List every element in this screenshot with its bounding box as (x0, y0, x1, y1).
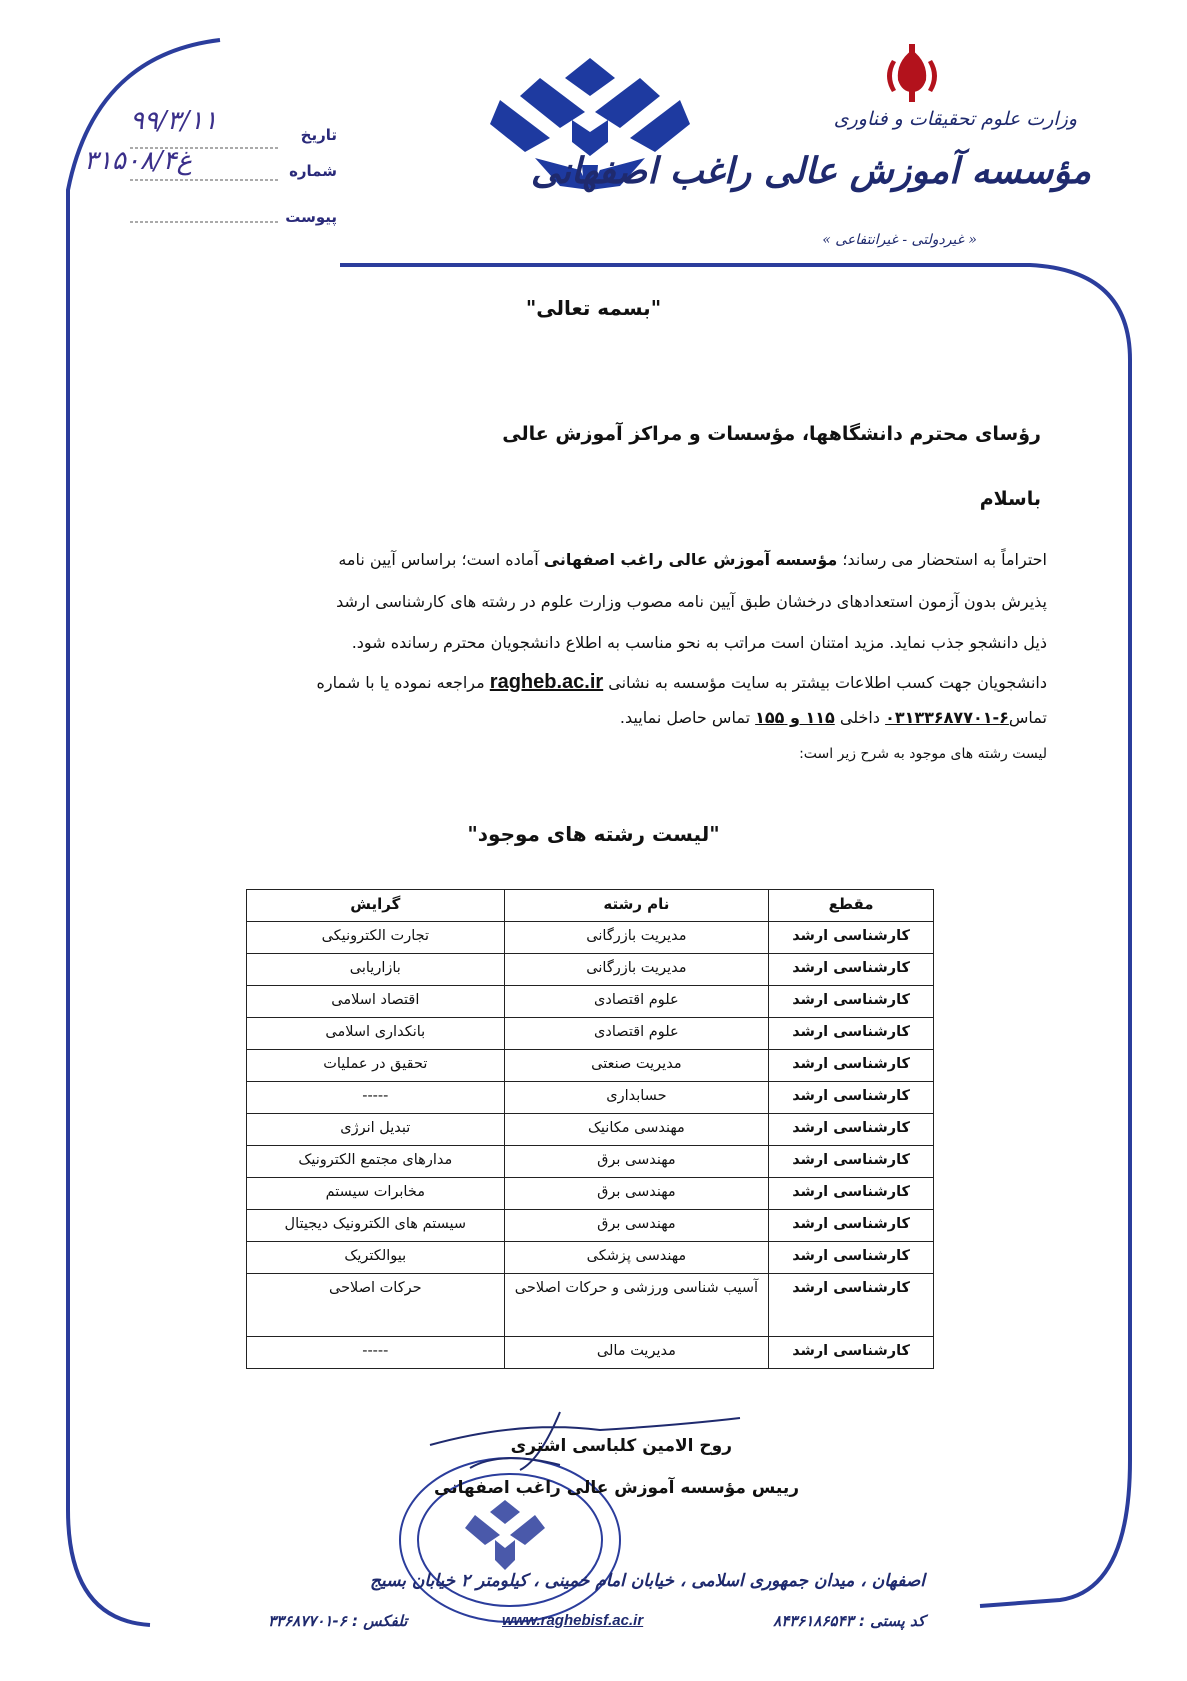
body-line-2: پذیرش بدون آزمون استعدادهای درخشان طبق آیین نامه مصوب وزارت علوم در رشته های کارشناسی ارشد (336, 592, 1047, 611)
field-cell: مهندسی مکانیک (504, 1114, 769, 1146)
ministry-name: وزارت علوم تحقیقات و فناوری (833, 108, 1077, 130)
table-row (247, 1018, 934, 1050)
degree-cell: کارشناسی ارشد (769, 954, 934, 986)
specialization-cell: تحقیق در عملیات (247, 1050, 505, 1082)
degree-cell: کارشناسی ارشد (769, 1082, 934, 1114)
degree-cell: کارشناسی ارشد (769, 922, 934, 954)
footer-website[interactable]: www.raghebisf.ac.ir (502, 1612, 644, 1629)
specialization-cell: مدارهای مجتمع الکترونیک (247, 1146, 505, 1178)
institute-name: مؤسسه آموزش عالی راغب اصفهانی (530, 150, 1091, 192)
degree-cell: کارشناسی ارشد (769, 1210, 934, 1242)
degree-cell: کارشناسی ارشد (769, 1146, 934, 1178)
phone-number: ۶-۰۳۱۳۳۶۸۷۷۰۱ (885, 708, 1009, 727)
field-cell: مهندسی برق (504, 1146, 769, 1178)
body-line-5 (47, 708, 1047, 728)
number-value: ۳۱۵۰۸/۴غ (84, 146, 193, 176)
signer-title: رییس مؤسسه آموزش عالی راغب اصفهانی (434, 1478, 799, 1498)
field-cell: علوم اقتصادی (504, 1018, 769, 1050)
specialization-cell: سیستم های الکترونیک دیجیتال (247, 1210, 505, 1242)
body-line-1 (47, 550, 1047, 570)
field-cell: مدیریت بازرگانی (504, 954, 769, 986)
field-cell: علوم اقتصادی (504, 986, 769, 1018)
degree-cell: کارشناسی ارشد (769, 1018, 934, 1050)
attachment-label: پیوست (285, 208, 337, 226)
specialization-cell: بازاریابی (247, 954, 505, 986)
institute-mention: مؤسسه آموزش عالی راغب اصفهانی (543, 550, 838, 569)
degree-cell: کارشناسی ارشد (769, 1114, 934, 1146)
header-field: نام رشته (504, 890, 769, 922)
degree-cell: کارشناسی ارشد (769, 986, 934, 1018)
footer-postal (773, 1612, 925, 1630)
specialization-cell: تجارت الکترونیکی (247, 922, 505, 954)
date-label: تاریخ (300, 126, 337, 144)
table-row (247, 1274, 934, 1337)
table-row (247, 1082, 934, 1114)
table-row (247, 986, 934, 1018)
body-text: آماده است؛ براساس آیین نامه (338, 550, 544, 569)
postal-label: کد پستی : (858, 1612, 925, 1630)
table-row (247, 1050, 934, 1082)
specialization-cell: حرکات اصلاحی (247, 1274, 505, 1337)
table-row (247, 1337, 934, 1369)
field-cell: آسیب شناسی ورزشی و حرکات اصلاحی (504, 1274, 769, 1337)
body-text: تماس حاصل نمایید. (619, 708, 756, 727)
field-cell: مهندسی برق (504, 1210, 769, 1242)
field-cell: مدیریت صنعتی (504, 1050, 769, 1082)
footer-phone (268, 1612, 407, 1630)
specialization-cell: مخابرات سیستم (247, 1178, 505, 1210)
body-line-3: ذیل دانشجو جذب نماید. مزید امتنان است مراتب به نحو مناسب به اطلاع دانشجویان محترم رسانده شود. (351, 633, 1047, 652)
specialization-cell: ----- (247, 1082, 505, 1114)
specialization-cell: بیوالکتریک (247, 1242, 505, 1274)
specialization-cell: اقتصاد اسلامی (247, 986, 505, 1018)
body-text: دانشجویان جهت کسب اطلاعات بیشتر به سایت مؤسسه به نشانی (603, 673, 1047, 692)
specialization-cell: بانکداری اسلامی (247, 1018, 505, 1050)
number-label: شماره (289, 162, 337, 180)
table-row (247, 1242, 934, 1274)
body-text: احتراماً به استحضار می رساند؛ (837, 550, 1047, 569)
header-degree: مقطع (769, 890, 934, 922)
body-text: داخلی (834, 708, 886, 727)
table-row (247, 1178, 934, 1210)
phone-label: تلفکس : (351, 1612, 408, 1630)
nonprofit-label: « غیردولتی - غیرانتفاعی » (822, 232, 977, 248)
table-row (247, 954, 934, 986)
bismillah: "بسمه تعالی" (525, 296, 662, 320)
table-row (247, 1146, 934, 1178)
greeting: باسلام (979, 488, 1041, 510)
iran-emblem-icon (887, 44, 937, 102)
degree-cell: کارشناسی ارشد (769, 1242, 934, 1274)
postal-code: ۸۴۳۶۱۸۶۵۴۳ (773, 1612, 854, 1630)
website-link[interactable]: ragheb.ac.ir (489, 671, 604, 693)
recipient: رؤسای محترم دانشگاهها، مؤسسات و مراکز آموزش عالی (502, 423, 1041, 445)
footer-address: اصفهان ، میدان جمهوری اسلامی ، خیابان امام خمینی ، کیلومتر ۲ خیابان بسیج (369, 1571, 925, 1591)
table-row (247, 1114, 934, 1146)
body-line-4 (47, 672, 1047, 693)
field-cell: حسابداری (504, 1082, 769, 1114)
degree-cell: کارشناسی ارشد (769, 1274, 934, 1337)
field-cell: مهندسی پزشکی (504, 1242, 769, 1274)
specialization-cell: تبدیل انرژی (247, 1114, 505, 1146)
body-line-6: لیست رشته های موجود به شرح زیر است: (799, 746, 1047, 762)
extension-numbers: ۱۱۵ و ۱۵۵ (755, 708, 835, 727)
table-row (247, 922, 934, 954)
table-title: "لیست رشته های موجود" (467, 822, 720, 846)
signer-name: روح الامین کلباسی اشتری (510, 1436, 732, 1456)
body-text: تماس (1008, 708, 1047, 727)
degree-cell: کارشناسی ارشد (769, 1178, 934, 1210)
degree-cell: کارشناسی ارشد (769, 1337, 934, 1369)
table-row (247, 1210, 934, 1242)
footer-phone-number: ۶-۳۳۶۸۷۷۰۱ (268, 1612, 347, 1630)
table-header-row (247, 890, 934, 922)
field-cell: مهندسی برق (504, 1178, 769, 1210)
header-specialization: گرایش (247, 890, 505, 922)
body-text: مراجعه نموده یا با شماره (316, 673, 490, 692)
degree-cell: کارشناسی ارشد (769, 1050, 934, 1082)
specialization-cell: ----- (247, 1337, 505, 1369)
field-cell: مدیریت بازرگانی (504, 922, 769, 954)
date-value: ۹۹/۳/۱۱ (130, 106, 218, 136)
field-cell: مدیریت مالی (504, 1337, 769, 1369)
fields-table (246, 889, 934, 1369)
